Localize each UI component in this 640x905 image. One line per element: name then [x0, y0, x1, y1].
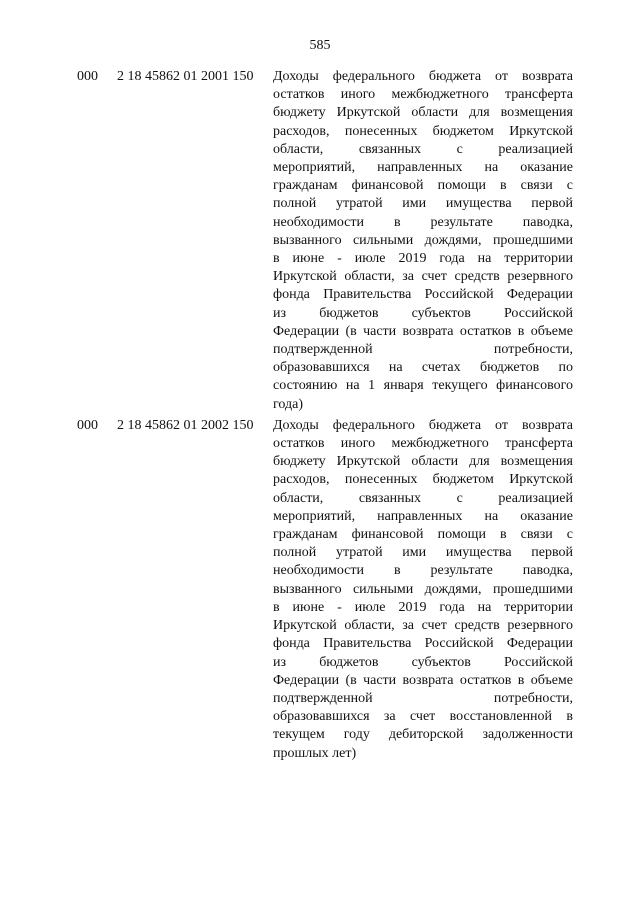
- description-line: в июне - июле 2019 года на территории: [273, 251, 573, 267]
- description-line: вызванного сильными дождями, прошедшими: [273, 232, 573, 248]
- description-line: бюджету Иркутской области для возмещения: [273, 105, 573, 121]
- description-line: мероприятий, направленных на оказание: [273, 508, 573, 524]
- description-line: гражданам финансовой помощи в связи с: [273, 178, 573, 194]
- description-line: Федерации (в части возврата остатков в объеме: [273, 323, 573, 339]
- description-line: расходов, понесенных бюджетом Иркутской: [273, 472, 573, 488]
- description-line: полной утратой ими имущества первой: [273, 196, 573, 212]
- description-line: фонда Правительства Российской Федерации: [273, 636, 573, 652]
- description-line: подтвержденной потребности,: [273, 342, 573, 358]
- description-line: из бюджетов субъектов Российской: [273, 654, 573, 670]
- revenue-description: [273, 68, 573, 414]
- description-line: необходимости в результате паводка,: [273, 563, 573, 579]
- description-line: расходов, понесенных бюджетом Иркутской: [273, 123, 573, 139]
- description-line: Иркутской области, за счет средств резервного: [273, 269, 573, 285]
- description-line: мероприятий, направленных на оказание: [273, 160, 573, 176]
- description-line: Доходы федерального бюджета от возврата: [273, 69, 573, 84]
- admin-code: 000: [77, 417, 98, 433]
- description-line: состоянию на 1 января текущего финансового: [273, 378, 573, 394]
- classification-code: 2 18 45862 01 2001 150: [117, 69, 254, 84]
- description-line: фонда Правительства Российской Федерации: [273, 287, 573, 303]
- description-line: вызванного сильными дождями, прошедшими: [273, 581, 573, 597]
- description-line: области, связанных с реализацией: [273, 490, 573, 506]
- description-line: из бюджетов субъектов Российской: [273, 305, 573, 321]
- revenue-description: [273, 417, 573, 763]
- revenue-code-table: [0, 68, 640, 766]
- description-line: полной утратой ими имущества первой: [273, 545, 573, 561]
- table-row: [0, 68, 640, 414]
- description-line: образовавшихся за счет восстановленной в: [273, 709, 573, 725]
- classification-code: 2 18 45862 01 2002 150: [117, 417, 254, 433]
- description-line: бюджету Иркутской области для возмещения: [273, 454, 573, 470]
- admin-code: 000: [77, 69, 98, 84]
- description-line: в июне - июле 2019 года на территории: [273, 599, 573, 615]
- description-line: Иркутской области, за счет средств резервного: [273, 618, 573, 634]
- description-line: образовавшихся на счетах бюджетов по: [273, 360, 573, 376]
- description-line: года): [273, 396, 303, 412]
- description-line: Доходы федерального бюджета от возврата: [273, 417, 573, 433]
- description-line: подтвержденной потребности,: [273, 690, 573, 706]
- table-row: [0, 417, 640, 763]
- description-line: необходимости в результате паводка,: [273, 214, 573, 230]
- description-line: прошлых лет): [273, 745, 357, 761]
- description-line: гражданам финансовой помощи в связи с: [273, 527, 573, 543]
- description-line: остатков иного межбюджетного трансферта: [273, 436, 573, 452]
- description-line: Федерации (в части возврата остатков в объеме: [273, 672, 573, 688]
- page-number: 585: [309, 38, 331, 53]
- description-line: области, связанных с реализацией: [273, 141, 573, 157]
- description-line: текущем году дебиторской задолженности: [273, 727, 573, 743]
- description-line: остатков иного межбюджетного трансферта: [273, 87, 573, 103]
